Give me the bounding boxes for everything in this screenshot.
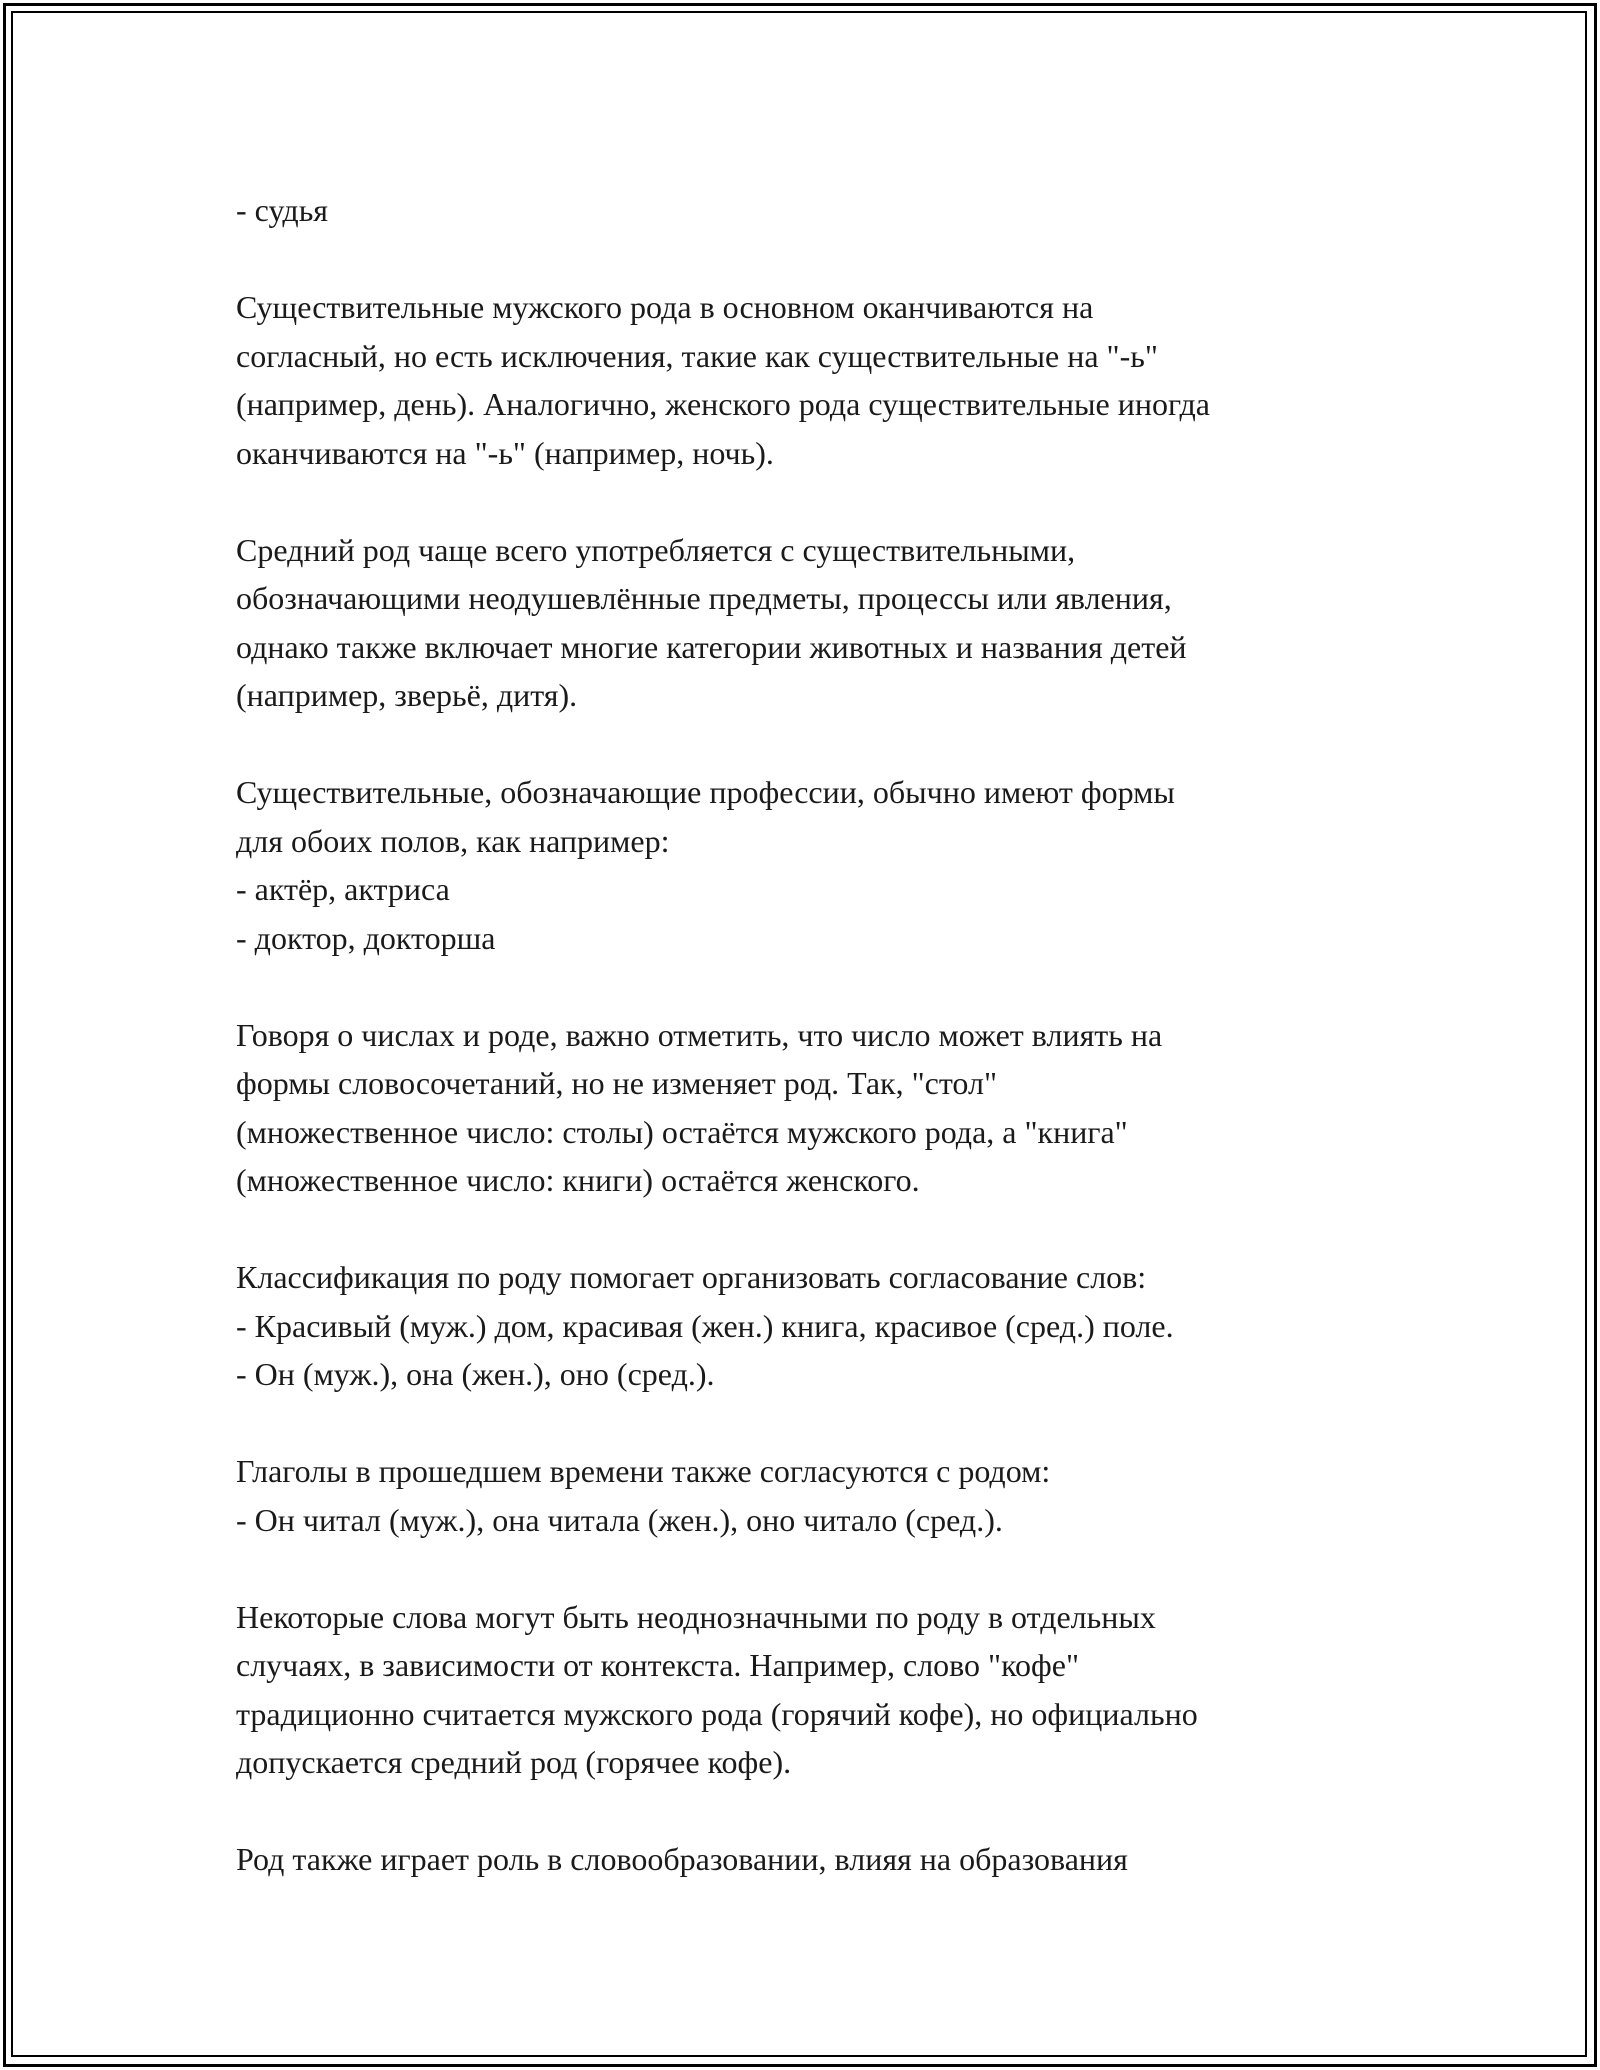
blank-line: [236, 235, 1436, 284]
text-line: Говоря о числах и роде, важно отметить, что число может влиять на: [236, 1016, 1163, 1053]
text-line: обозначающими неодушевлённые предметы, процессы или явления,: [236, 580, 1172, 616]
blank-line: [236, 1544, 1436, 1593]
text-line: (множественное число: столы) остаётся мужского рода, а "книга": [236, 1113, 1128, 1150]
text-line: - актёр, актриса: [236, 871, 450, 907]
blank-line: [236, 477, 1436, 526]
text-line: случаях, в зависимости от контекста. Например, слово "кофе": [236, 1647, 1080, 1683]
text-line: (множественное число: книги) остаётся женского.: [236, 1162, 920, 1198]
text-line: (например, день). Аналогично, женского рода существительные иногда: [236, 386, 1210, 422]
document-body: [236, 186, 1436, 1884]
blank-line: [236, 962, 1436, 1011]
text-line: согласный, но есть исключения, такие как существительные на "-ь": [236, 337, 1158, 374]
text-line: Род также играет роль в словообразовании, влияя на образования: [236, 1841, 1128, 1877]
text-line: - Красивый (муж.) дом, красивая (жен.) книга, красивое (сред.) поле.: [236, 1307, 1174, 1344]
blank-line: [236, 1399, 1436, 1448]
text-line: Существительные мужского рода в основном оканчиваются на: [236, 289, 1094, 325]
text-line: Существительные, обозначающие профессии, обычно имеют формы: [236, 774, 1175, 810]
text-line: для обоих полов, как например:: [236, 822, 670, 859]
text-line: допускается средний род (горячее кофе).: [236, 1744, 792, 1780]
text-line: Глаголы в прошедшем времени также согласуются с родом:: [236, 1453, 1051, 1489]
text-line: Некоторые слова могут быть неоднозначными по роду в отдельных: [236, 1598, 1156, 1635]
text-line: оканчиваются на "-ь" (например, ночь).: [236, 434, 774, 471]
text-line: формы словосочетаний, но не изменяет род. Так, "стол": [236, 1065, 998, 1101]
blank-line: [236, 1787, 1436, 1836]
text-line: однако также включает многие категории животных и названия детей: [236, 628, 1187, 665]
blank-line: [236, 720, 1436, 769]
text-line: (например, зверьё, дитя).: [236, 677, 578, 713]
blank-line: [236, 1205, 1436, 1254]
text-line: Классификация по роду помогает организовать согласование слов:: [236, 1259, 1147, 1295]
text-line: - судья: [236, 192, 329, 228]
text-line: - Он (муж.), она (жен.), оно (сред.).: [236, 1356, 715, 1392]
text-line: традиционно считается мужского рода (горячий кофе), но официально: [236, 1695, 1198, 1732]
text-line: - доктор, докторша: [236, 919, 496, 956]
text-line: - Он читал (муж.), она читала (жен.), оно читало (сред.).: [236, 1501, 1003, 1538]
text-line: Средний род чаще всего употребляется с существительными,: [236, 531, 1076, 568]
